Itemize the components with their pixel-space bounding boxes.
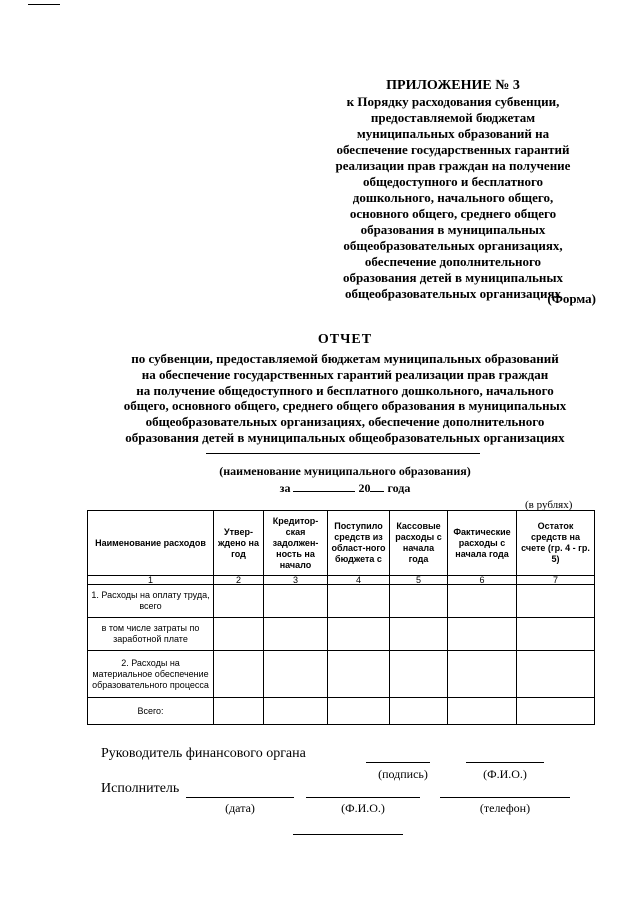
appendix-line: общеобразовательных организациях [344, 286, 562, 301]
report-title: ОТЧЕТ [317, 332, 373, 347]
table-cell[interactable] [214, 618, 264, 651]
municipality-blank-line[interactable] [206, 453, 480, 454]
header-cell: Фактические расходы с начала года [448, 511, 517, 576]
table-row [88, 698, 595, 725]
column-number: 4 [328, 576, 390, 585]
column-number: 5 [390, 576, 448, 585]
signature-line[interactable] [366, 762, 430, 763]
table-cell[interactable] [264, 585, 328, 618]
period-prefix: за [279, 481, 291, 495]
appendix-line: дошкольного, начального общего, [352, 190, 554, 205]
table-cell[interactable] [264, 698, 328, 725]
appendix-line: муниципальных образований на [356, 126, 550, 141]
report-period [150, 481, 540, 496]
header-cell: Кассовые расходы с начала года [390, 511, 448, 576]
executor-label: Исполнитель [101, 781, 180, 796]
header-cell: Кредитор-ская задолжен-ность на начало [264, 511, 328, 576]
table-cell[interactable] [264, 651, 328, 698]
row-label: 2. Расходы на материальное обеспечение образовательного процесса [88, 651, 214, 698]
row-label: в том числе затраты по заработной плате [88, 618, 214, 651]
head-label: Руководитель финансового органа [101, 746, 306, 761]
units-label: (в рублях) [525, 499, 573, 511]
column-number: 2 [214, 576, 264, 585]
table-cell[interactable] [448, 651, 517, 698]
appendix-line: основного общего, среднего общего [349, 206, 557, 221]
appendix-line: образования в муниципальных [360, 222, 546, 237]
table-cell[interactable] [390, 651, 448, 698]
table-cell[interactable] [517, 698, 595, 725]
column-number: 3 [264, 576, 328, 585]
executor-fio-caption: (Ф.И.О.) [341, 801, 385, 815]
appendix-line: предоставляемой бюджетам [370, 110, 536, 125]
appendix-line: общедоступного и бесплатного [362, 174, 544, 189]
phone-caption: (телефон) [479, 801, 531, 815]
period-suffix: года [387, 481, 411, 495]
form-label: (Форма) [547, 291, 596, 306]
appendix-line: обеспечение дополнительного [364, 254, 542, 269]
report-table [87, 510, 595, 725]
header-cell: Поступило средств из област-ного бюджета с [328, 511, 390, 576]
table-cell[interactable] [214, 651, 264, 698]
header-cell: Наименование расходов [88, 511, 214, 576]
table-cell[interactable] [517, 651, 595, 698]
table-cell[interactable] [390, 618, 448, 651]
appendix-heading: ПРИЛОЖЕНИЕ № 3 [386, 78, 520, 93]
table-cell[interactable] [517, 585, 595, 618]
period-blank[interactable] [293, 481, 355, 492]
municipality-caption: (наименование муниципального образования) [219, 464, 471, 478]
table-cell[interactable] [390, 585, 448, 618]
report-description-line: общего, основного общего, среднего общего образования в муниципальных [123, 398, 567, 414]
appendix-line: обеспечение государственных гарантий [336, 142, 570, 157]
report-description-line: общеобразовательных организациях, обеспечение дополнительного [145, 414, 545, 430]
table-cell[interactable] [390, 698, 448, 725]
report-description-line: на обеспечение государственных гарантий реализации прав граждан [141, 366, 549, 382]
signature-caption: (подпись) [378, 767, 428, 781]
row-label: Всего: [88, 698, 214, 725]
report-description-line: на получение общедоступного и бесплатного дошкольного, начального [136, 382, 554, 398]
table-cell[interactable] [328, 651, 390, 698]
column-number-row [88, 576, 595, 585]
table-cell[interactable] [448, 698, 517, 725]
appendix-line: образования детей в муниципальных [342, 270, 564, 285]
table-cell[interactable] [517, 618, 595, 651]
period-year-prefix: 20 [358, 481, 371, 495]
date-line[interactable] [186, 797, 294, 798]
header-cell: Утвер-ждено на год [214, 511, 264, 576]
closing-rule [293, 834, 403, 835]
table-cell[interactable] [328, 585, 390, 618]
table-row [88, 585, 595, 618]
table-cell[interactable] [448, 585, 517, 618]
column-number: 1 [88, 576, 214, 585]
date-caption: (дата) [225, 801, 255, 815]
column-number: 6 [448, 576, 517, 585]
header-cell: Остаток средств на счете (гр. 4 - гр. 5) [517, 511, 595, 576]
table-row [88, 618, 595, 651]
top-rule [28, 4, 60, 5]
appendix-line: общеобразовательных организациях, [343, 238, 563, 253]
table-header-row [88, 511, 595, 576]
column-number: 7 [517, 576, 595, 585]
report-description [90, 351, 600, 446]
table-cell[interactable] [328, 618, 390, 651]
appendix-block [318, 78, 588, 302]
year-blank[interactable] [370, 481, 384, 492]
appendix-line: реализации прав граждан на получение [335, 158, 571, 173]
head-fio-caption: (Ф.И.О.) [483, 767, 527, 781]
table-row [88, 651, 595, 698]
executor-fio-line[interactable] [306, 797, 420, 798]
table-cell[interactable] [214, 585, 264, 618]
appendix-line: к Порядку расходования субвенции, [346, 94, 560, 109]
head-fio-line[interactable] [466, 762, 544, 763]
report-description-line: по субвенции, предоставляемой бюджетам муниципальных образований [131, 351, 559, 366]
table-cell[interactable] [328, 698, 390, 725]
row-label: 1. Расходы на оплату труда, всего [88, 585, 214, 618]
phone-line[interactable] [440, 797, 570, 798]
table-cell[interactable] [448, 618, 517, 651]
table-cell[interactable] [264, 618, 328, 651]
report-description-line: образования детей в муниципальных общеобразовательных организациях [125, 429, 565, 445]
table-cell[interactable] [214, 698, 264, 725]
